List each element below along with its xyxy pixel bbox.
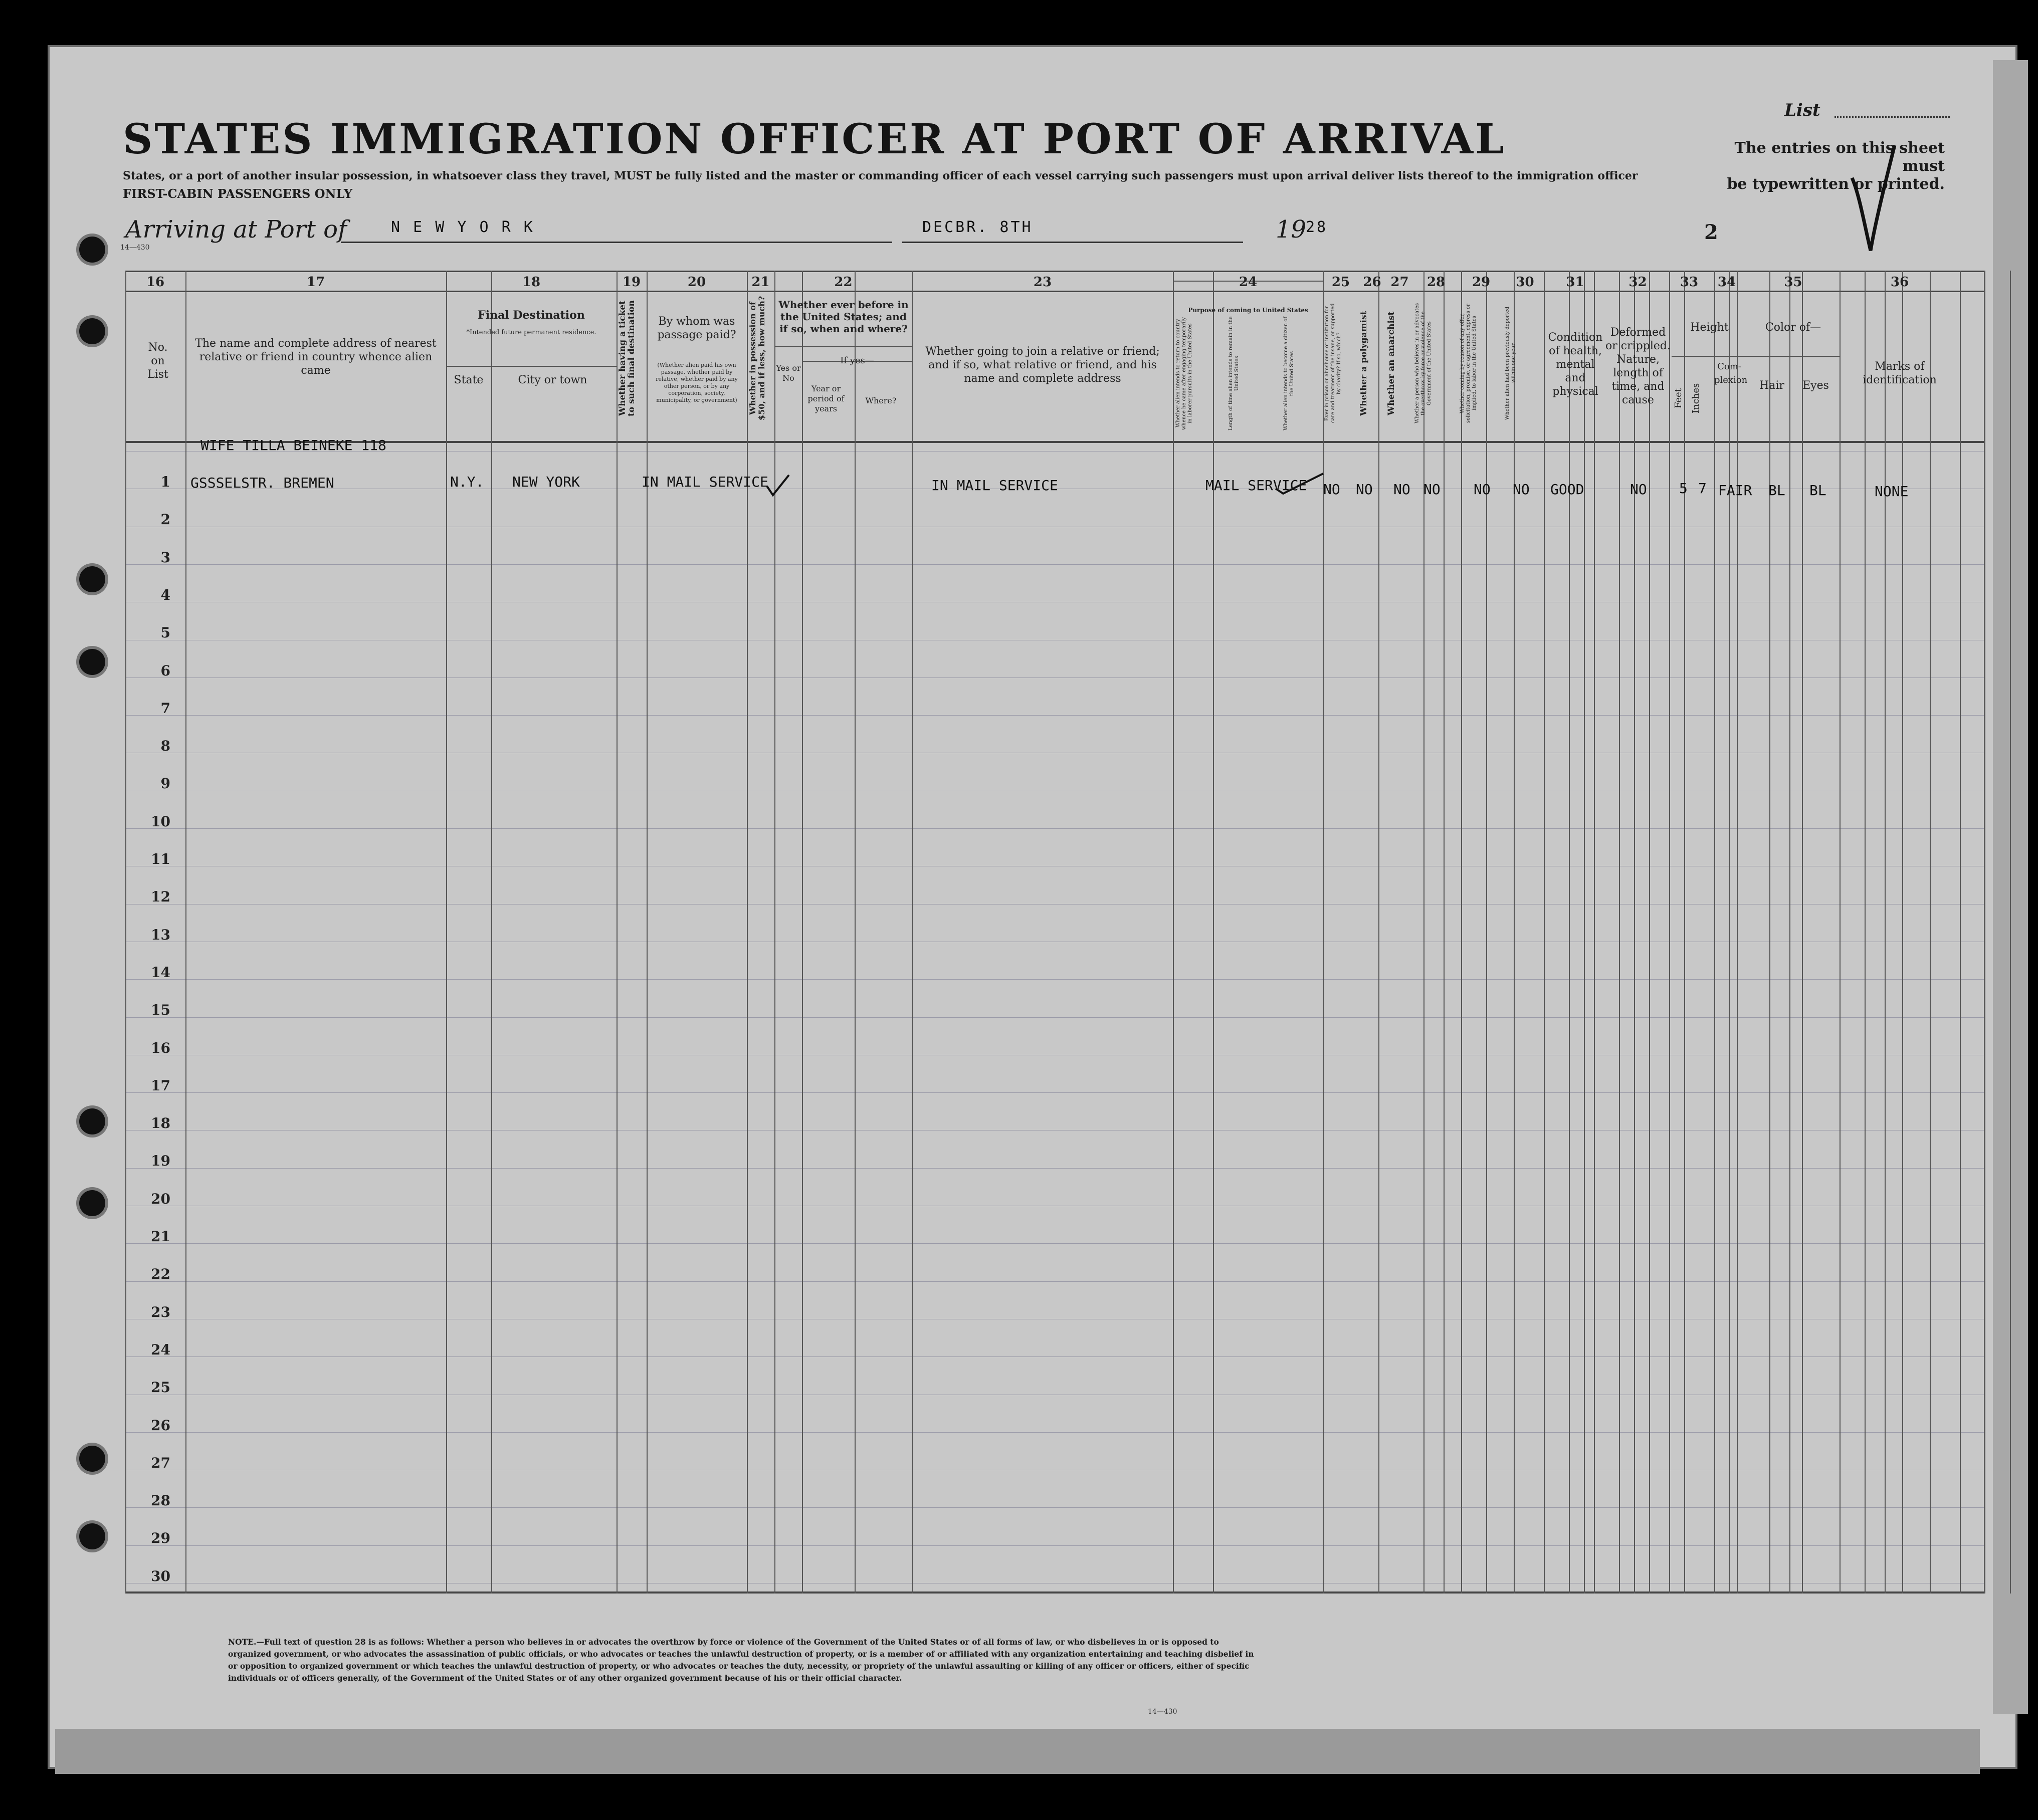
col-num: 17 xyxy=(306,275,325,290)
page-title: STATES IMMIGRATION OFFICER AT PORT OF ARRIVAL xyxy=(123,115,1506,163)
form-number: 14—430 xyxy=(120,244,150,252)
binder-hole xyxy=(79,1523,105,1549)
grid-line xyxy=(125,564,1985,565)
grid-line xyxy=(647,271,648,1594)
header-if-yes: If yes— xyxy=(840,355,874,366)
col-num: 23 xyxy=(1033,275,1052,290)
row-number: 1 xyxy=(160,474,170,490)
grid-line xyxy=(1865,271,1866,1594)
header-complexion: Com-plexion xyxy=(1714,361,1748,385)
binder-hole xyxy=(79,1446,105,1472)
grid-line xyxy=(1802,271,1803,1594)
manifest-table xyxy=(125,271,1985,1594)
header-hair: Hair xyxy=(1759,379,1784,392)
row-number: 26 xyxy=(151,1417,170,1434)
grid-line xyxy=(855,271,856,1594)
grid-line xyxy=(802,271,803,1594)
row-number: 15 xyxy=(151,1002,170,1019)
arriving-label: Arriving at Port of xyxy=(125,215,347,244)
header-final-destination: Final Destination xyxy=(478,309,585,322)
header-purpose-citizen: Whether alien intends to become a citizen of the United States xyxy=(1283,316,1295,430)
grid-line xyxy=(1514,271,1515,1594)
entries-note xyxy=(1704,139,1945,193)
grid-line xyxy=(125,1092,1985,1093)
header-purpose-length: Length of time alien intends to remain in the United States xyxy=(1228,316,1240,430)
col-num: 16 xyxy=(146,275,165,290)
row-number: 6 xyxy=(160,662,170,679)
page-number: 2 xyxy=(1704,220,1718,244)
header-purpose: Purpose of coming to United States xyxy=(1188,307,1308,314)
grid-line xyxy=(1729,271,1730,1594)
grid-line xyxy=(125,1168,1985,1169)
binder-hole xyxy=(79,649,105,675)
grid-line xyxy=(1594,271,1595,1594)
row-number: 28 xyxy=(151,1492,170,1509)
binder-hole xyxy=(79,318,105,344)
grid-line xyxy=(1423,271,1424,1594)
grid-line xyxy=(446,366,617,367)
complexion-value: FAIR xyxy=(1718,482,1752,499)
row-number: 30 xyxy=(151,1567,170,1584)
col28-value: NO xyxy=(1423,481,1441,498)
grid-line xyxy=(1984,271,1985,1594)
row-number: 21 xyxy=(151,1228,170,1245)
grid-line xyxy=(1714,271,1715,1594)
row-number: 9 xyxy=(160,775,170,792)
grid-line xyxy=(2010,271,2011,1594)
passage-paid-value: IN MAIL SERVICE xyxy=(642,474,768,490)
grid-line xyxy=(125,677,1985,678)
question-28-note: NOTE.—Full text of question 28 is as follows: Whether a person who believes in or advocates the overthrow by force or violence of the Government of the United States or of all forms of law, or who disbelieves in or is opposed to organized government, or who advocates the assassination of public officials, or who advocates or teaches the unlawful destruction of property, or is a member of or affiliated with any organization entertaining and teaching disbelief in or opposition to organized government or which teaches the unlawful destruction of property, or who advocates or teaches the duty, necessity, or propriety of the unlawful assaulting or killing of any officer or officers, either of specific individuals or of officers generally, of the Government of the United States or of any other organized government because of his or their official character. xyxy=(228,1637,1254,1683)
col-num: 28 xyxy=(1426,275,1446,290)
grid-line xyxy=(1444,271,1445,1594)
header-passage-paid-detail: (Whether alien paid his own passage, whether paid by relative, whether paid by any other person, or by any corporation, society, municipality, or government) xyxy=(656,362,738,403)
header-anarchist: Whether an anarchist xyxy=(1386,311,1396,415)
class-line: FIRST-CABIN PASSENGERS ONLY xyxy=(123,186,352,201)
joining-value: IN MAIL SERVICE xyxy=(931,477,1058,494)
row-number: 13 xyxy=(151,926,170,943)
header-deported: Whether alien had been previously deported within one year xyxy=(1505,306,1516,420)
row-number: 4 xyxy=(160,586,170,603)
grid-line xyxy=(185,271,186,1594)
col-num: 22 xyxy=(834,275,853,290)
col-num: 35 xyxy=(1784,275,1802,290)
pen-tick xyxy=(762,471,792,501)
grid-line xyxy=(125,1591,1985,1594)
header-fifty-dollars: Whether in possession of $50, and if less, how much? xyxy=(748,296,766,421)
grid-line xyxy=(1213,271,1214,1594)
grid-line xyxy=(774,346,912,347)
health-value: GOOD xyxy=(1550,481,1584,498)
header-yes-no: Yes or No xyxy=(776,363,801,383)
grid-line xyxy=(1619,271,1620,1594)
header-year-period: Year or period of years xyxy=(807,384,845,413)
page-stack-edge xyxy=(55,1729,1980,1774)
header-polygamist: Whether a polygamist xyxy=(1359,311,1369,416)
row-number: 11 xyxy=(151,851,170,867)
header-marks: Marks of identification xyxy=(1863,360,1937,386)
col-num: 30 xyxy=(1516,275,1534,290)
header-state: State xyxy=(454,374,484,386)
col-num: 19 xyxy=(622,275,641,290)
entries-note-line: The entries on this sheet must xyxy=(1734,139,1945,175)
row-number: 10 xyxy=(151,813,170,830)
grid-line xyxy=(125,271,1985,272)
grid-line xyxy=(617,271,618,1594)
row-number: 5 xyxy=(160,624,170,641)
header-where: Where? xyxy=(865,396,897,405)
grid-line xyxy=(1960,271,1961,1594)
col29-value: NO xyxy=(1474,481,1491,498)
date-value: DECBR. 8TH xyxy=(922,218,1033,236)
row-number: 3 xyxy=(160,549,170,566)
grid-line xyxy=(125,1356,1985,1357)
handwritten-check-mark xyxy=(1845,140,1905,261)
grid-line xyxy=(125,1432,1985,1433)
entries-note-line: be typewritten or printed. xyxy=(1727,175,1945,193)
row-number: 7 xyxy=(160,700,170,717)
marks-value: NONE xyxy=(1875,483,1909,500)
form-number-bottom: 14—430 xyxy=(1148,1708,1177,1716)
grid-line xyxy=(446,271,447,1594)
grid-line xyxy=(1649,271,1650,1594)
grid-line xyxy=(125,979,1985,980)
deformed-value: NO xyxy=(1630,481,1647,498)
header-health: Condition of health, mental and physical xyxy=(1548,331,1603,398)
col-num: 20 xyxy=(687,275,706,290)
grid-line xyxy=(1584,271,1585,1594)
grid-line xyxy=(125,1507,1985,1508)
list-label: List xyxy=(1784,100,1820,120)
header-eyes: Eyes xyxy=(1802,379,1829,392)
row-number: 12 xyxy=(151,888,170,905)
year-value: 28 xyxy=(1306,218,1328,236)
row-number: 29 xyxy=(151,1530,170,1547)
col27-value: NO xyxy=(1393,481,1410,498)
header-feet: Feet xyxy=(1673,388,1684,409)
grid-line xyxy=(125,1545,1985,1546)
header-overthrow: Whether a person who believes in or advocates the overthrow by force or violence of the Government of the United States xyxy=(1414,303,1432,424)
grid-line xyxy=(1789,271,1790,1594)
row-number: 16 xyxy=(151,1039,170,1056)
row-number: 27 xyxy=(151,1454,170,1471)
col-num: 32 xyxy=(1628,275,1647,290)
row-number: 19 xyxy=(151,1153,170,1170)
col30-value: NO xyxy=(1513,481,1530,498)
instructions-line: States, or a port of another insular possession, in whatsoever class they travel, MUST be fully listed and the master or commanding officer of each vessel carrying such passengers must upon arrival deliver lists thereof to the immigration officer xyxy=(123,169,1638,182)
grid-line xyxy=(1769,271,1770,1594)
col-num: 36 xyxy=(1890,275,1909,290)
height-inches-value: 7 xyxy=(1698,480,1707,497)
relative-line-1: WIFE TILLA BEINEKE 118 xyxy=(200,437,386,453)
binder-hole xyxy=(79,1108,105,1134)
grid-line xyxy=(125,441,1985,443)
header-ticket: Whether having a ticket to such final destination xyxy=(618,300,637,416)
header-deformed: Deformed or crippled. Nature, length of time, and cause xyxy=(1605,326,1671,406)
col-num: 33 xyxy=(1680,275,1699,290)
col-num: 24 xyxy=(1239,275,1258,290)
header-join-relative: Whether going to join a relative or friend; and if so, what relative or friend, and his name and complete address xyxy=(925,345,1160,385)
grid-line xyxy=(125,1243,1985,1244)
grid-line xyxy=(1902,271,1903,1594)
grid-line xyxy=(1544,271,1545,1594)
grid-line xyxy=(1486,271,1487,1594)
header-final-destination-note: *Intended future permanent residence. xyxy=(466,329,596,336)
header-purpose-return: Whether alien intends to return to country whence he came after engaging temporarily in laborer pursuits in the United States xyxy=(1175,317,1193,430)
header-city: City or town xyxy=(518,374,587,386)
binder-hole xyxy=(79,237,105,263)
row-number: 20 xyxy=(151,1190,170,1207)
grid-line xyxy=(1684,271,1685,1594)
relative-line-2: GSSSELSTR. BREMEN xyxy=(190,475,334,491)
grid-line xyxy=(1737,271,1738,1594)
col-num: 25 xyxy=(1331,275,1350,290)
row-number: 22 xyxy=(151,1266,170,1283)
port-line xyxy=(341,242,892,243)
purpose-value: MAIL SERVICE xyxy=(1205,477,1307,494)
header-inches: Inches xyxy=(1691,383,1701,414)
grid-line xyxy=(125,715,1985,716)
grid-line xyxy=(1569,271,1570,1594)
grid-line xyxy=(1378,271,1379,1594)
grid-line xyxy=(1930,271,1931,1594)
grid-line xyxy=(125,291,1985,292)
header-prison: Ever in prison or almshouse or institution for care and treatment of the insane, or supported by charity? If so, which? xyxy=(1324,303,1342,423)
grid-line xyxy=(491,271,492,1594)
row-number: 2 xyxy=(160,511,170,528)
grid-line xyxy=(1634,271,1635,1594)
grid-line xyxy=(1885,271,1886,1594)
col-num: 21 xyxy=(751,275,770,290)
row-number: 24 xyxy=(151,1341,170,1358)
grid-line xyxy=(1461,271,1462,1594)
header-labor-offer: Whether coming by reason of any offer, solicitation, promise, or agreement, express or implied, to labor in the United States xyxy=(1460,304,1477,423)
grid-line xyxy=(1669,271,1670,1594)
col-num: 31 xyxy=(1566,275,1584,290)
grid-line xyxy=(1323,271,1324,1594)
header-color-of: Color of— xyxy=(1765,321,1821,334)
grid-line xyxy=(1672,356,1747,357)
year-prefix: 19 xyxy=(1276,215,1307,244)
header-passage-paid: By whom was passage paid? xyxy=(657,315,736,341)
grid-line xyxy=(125,1017,1985,1018)
grid-line xyxy=(774,271,775,1594)
list-number-line xyxy=(1835,116,1950,118)
dest-state: N.Y. xyxy=(450,474,484,490)
col-num: 34 xyxy=(1717,275,1736,290)
grid-line xyxy=(912,271,913,1594)
col-num: 18 xyxy=(522,275,541,290)
port-value: N E W Y O R K xyxy=(391,218,535,236)
row-number: 18 xyxy=(151,1115,170,1132)
col25-value: NO xyxy=(1323,481,1340,498)
height-feet-value: 5 xyxy=(1679,480,1688,497)
grid-line xyxy=(1747,356,1840,357)
header-ever-before-in-us: Whether ever before in the United States; and if so, when and where? xyxy=(778,299,909,335)
row-number: 25 xyxy=(151,1379,170,1396)
binder-hole xyxy=(79,566,105,592)
binder-hole xyxy=(79,1190,105,1216)
dest-city: NEW YORK xyxy=(512,474,580,490)
col-num: 26 xyxy=(1363,275,1381,290)
pen-tick xyxy=(1273,471,1328,496)
grid-line xyxy=(747,271,748,1594)
date-line xyxy=(902,242,1243,243)
header-height: Height xyxy=(1690,321,1729,334)
col26-value: NO xyxy=(1356,481,1373,498)
header-nearest-relative: The name and complete address of nearest relative or friend in country whence alien came xyxy=(195,337,437,377)
col-num: 29 xyxy=(1472,275,1491,290)
col-num: 27 xyxy=(1390,275,1409,290)
row-number: 8 xyxy=(160,738,170,755)
header-no-on-list: No. on List xyxy=(147,341,168,381)
row-number: 17 xyxy=(151,1077,170,1094)
eyes-value: BL xyxy=(1809,482,1826,499)
grid-line xyxy=(1173,271,1174,1594)
grid-line xyxy=(125,828,1985,829)
row-number: 23 xyxy=(151,1303,170,1320)
grid-line xyxy=(125,1281,1985,1282)
grid-line xyxy=(1840,271,1841,1594)
row-number: 14 xyxy=(151,964,170,981)
hair-value: BL xyxy=(1768,482,1785,499)
